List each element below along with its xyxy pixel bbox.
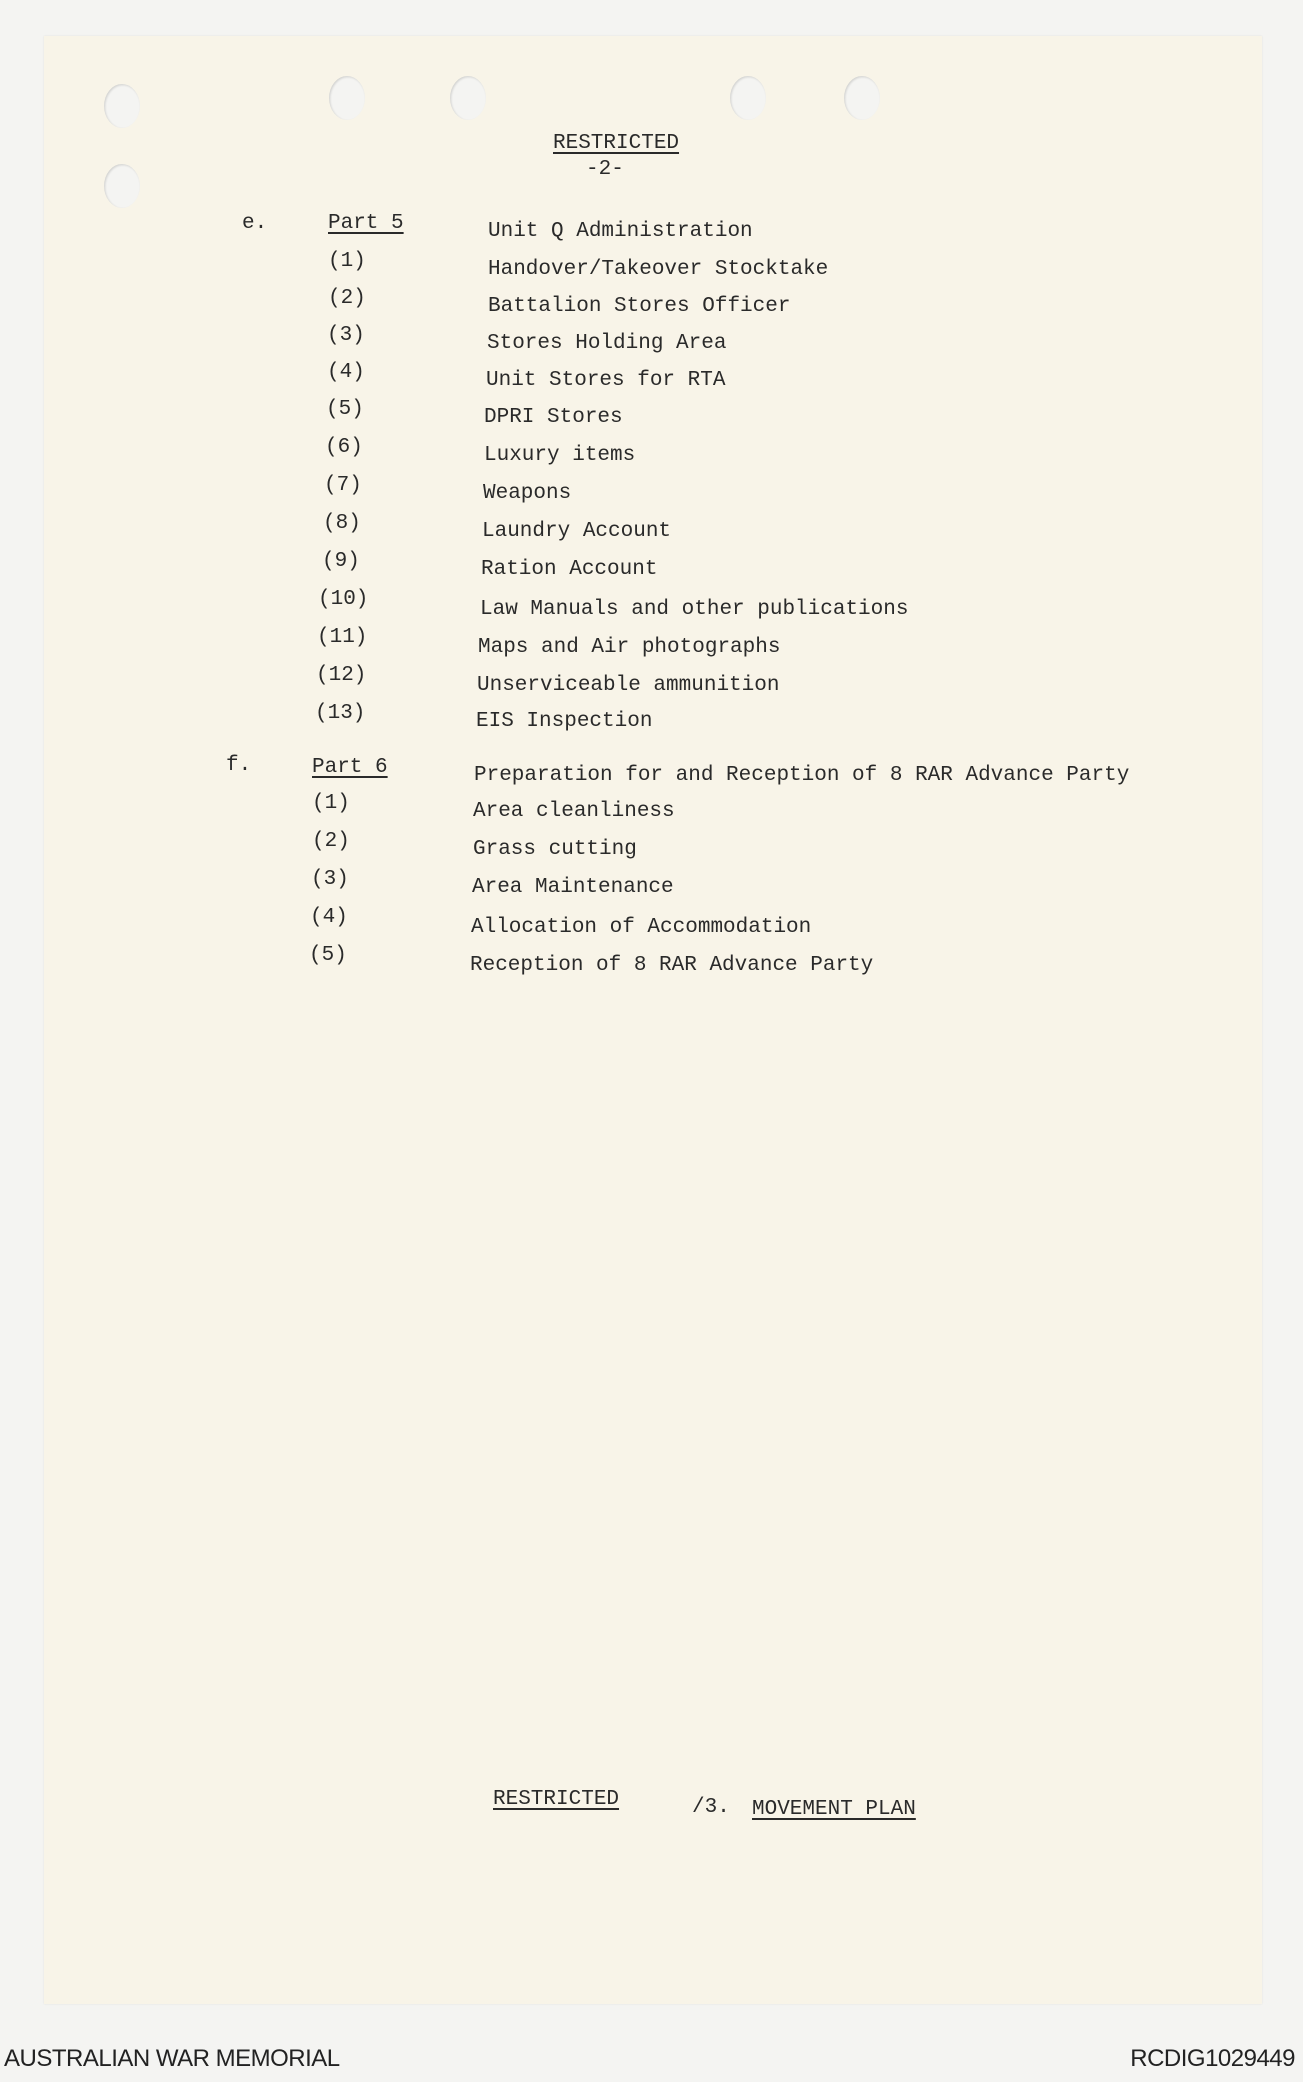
section-title: Preparation for and Reception of 8 RAR Advance Party (474, 764, 1130, 787)
item-number: (9) (322, 550, 360, 573)
section-part-label: Part 5 (328, 212, 404, 235)
archive-label: AUSTRALIAN WAR MEMORIAL (4, 2045, 340, 2072)
item-text: Law Manuals and other publications (480, 598, 909, 621)
item-number: (10) (318, 588, 369, 611)
section-letter: e. (242, 212, 268, 235)
item-number: (1) (312, 792, 350, 815)
item-text: Stores Holding Area (487, 332, 727, 355)
item-number: (1) (328, 250, 366, 273)
punch-hole (730, 76, 766, 120)
item-number: (13) (315, 702, 366, 725)
continuation-title: MOVEMENT PLAN (752, 1798, 916, 1821)
item-text: Area cleanliness (473, 800, 675, 823)
item-number: (3) (311, 868, 349, 891)
item-number: (12) (316, 664, 367, 687)
punch-hole (104, 164, 140, 208)
item-number: (11) (317, 626, 368, 649)
page-number: -2- (586, 158, 624, 181)
section-letter: f. (226, 754, 252, 777)
item-text: Grass cutting (473, 838, 637, 861)
continuation-number: /3. (692, 1796, 730, 1819)
item-text: Unserviceable ammunition (477, 674, 780, 697)
item-text: Battalion Stores Officer (488, 295, 791, 318)
item-number: (5) (309, 944, 347, 967)
item-text: Ration Account (481, 558, 658, 581)
punch-hole (104, 84, 140, 128)
item-number: (4) (310, 906, 348, 929)
item-number: (8) (323, 512, 361, 535)
item-text: Laundry Account (482, 520, 672, 543)
item-text: Luxury items (484, 444, 636, 467)
item-text: EIS Inspection (476, 710, 653, 733)
item-text: Unit Stores for RTA (486, 369, 726, 392)
footer-classification: RESTRICTED (493, 1788, 620, 1811)
header-classification: RESTRICTED (553, 132, 680, 155)
item-text: Handover/Takeover Stocktake (488, 258, 829, 281)
item-number: (7) (324, 474, 362, 497)
item-text: Maps and Air photographs (478, 636, 781, 659)
item-number: (3) (327, 324, 365, 347)
item-text: Reception of 8 RAR Advance Party (470, 954, 874, 977)
section-part-label: Part 6 (312, 756, 388, 779)
archive-id: RCDIG1029449 (1130, 2045, 1295, 2072)
item-number: (2) (312, 830, 350, 853)
item-number: (2) (328, 287, 366, 310)
item-text: Allocation of Accommodation (471, 916, 812, 939)
item-text: Area Maintenance (472, 876, 674, 899)
item-number: (4) (327, 361, 365, 384)
punch-hole (844, 76, 880, 120)
item-text: DPRI Stores (484, 406, 623, 429)
item-number: (5) (326, 398, 364, 421)
section-title: Unit Q Administration (488, 220, 753, 243)
punch-hole (329, 76, 365, 120)
item-text: Weapons (483, 482, 572, 505)
punch-hole (450, 76, 486, 120)
item-number: (6) (325, 436, 363, 459)
